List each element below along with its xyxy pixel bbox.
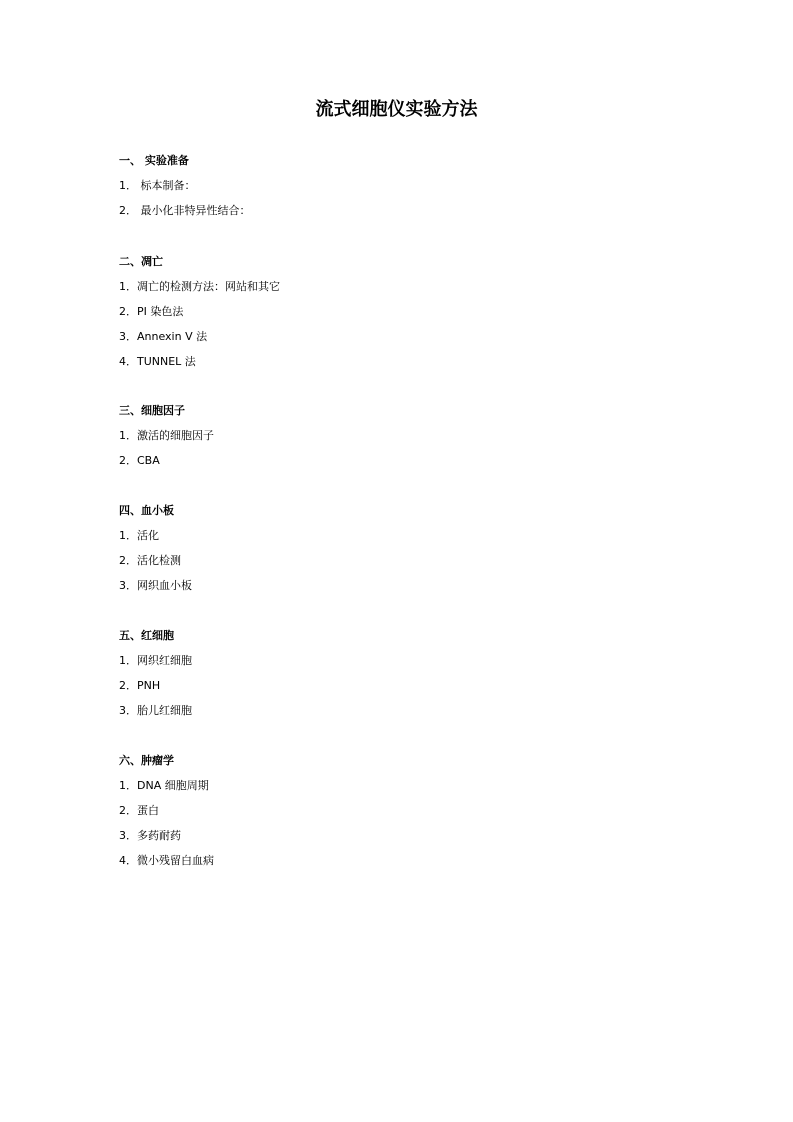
section-platelets [119,498,679,598]
section-heading: 四、血小板 [119,504,174,517]
list-item: 1．网织红细胞 [119,654,192,667]
list-item: 1．DNA 细胞周期 [119,779,209,792]
list-item: 2．CBA [119,454,160,467]
section-red-blood-cells [119,623,679,723]
list-item: 4．TUNNEL 法 [119,355,196,368]
list-item: 3．胎儿红细胞 [119,704,192,717]
section-heading: 二、凋亡 [119,255,163,268]
list-item: 3．网织血小板 [119,579,192,592]
list-item: 2．活化检测 [119,554,181,567]
document-title: 流式细胞仪实验方法 [315,99,478,120]
list-item: 1．激活的细胞因子 [119,429,214,442]
list-item: 2．PI 染色法 [119,305,184,318]
section-heading: 五、红细胞 [119,629,174,642]
section-heading: 一、 实验准备 [119,154,189,167]
list-item: 1． 标本制备： [119,179,196,192]
section-oncology [119,748,679,873]
list-item: 3．Annexin V 法 [119,330,208,343]
section-experiment-preparation [119,148,679,223]
list-item: 4．微小残留白血病 [119,854,214,867]
list-item: 2．PNH [119,679,161,692]
list-item: 1．凋亡的检测方法：网站和其它 [119,280,280,293]
list-item: 1．活化 [119,529,159,542]
section-cytokines [119,398,679,473]
section-heading: 六、肿瘤学 [119,754,174,767]
section-apoptosis [119,249,679,374]
list-item: 2．蛋白 [119,804,159,817]
section-heading: 三、细胞因子 [119,404,185,417]
list-item: 2． 最小化非特异性结合： [119,204,251,217]
list-item: 3．多药耐药 [119,829,181,842]
